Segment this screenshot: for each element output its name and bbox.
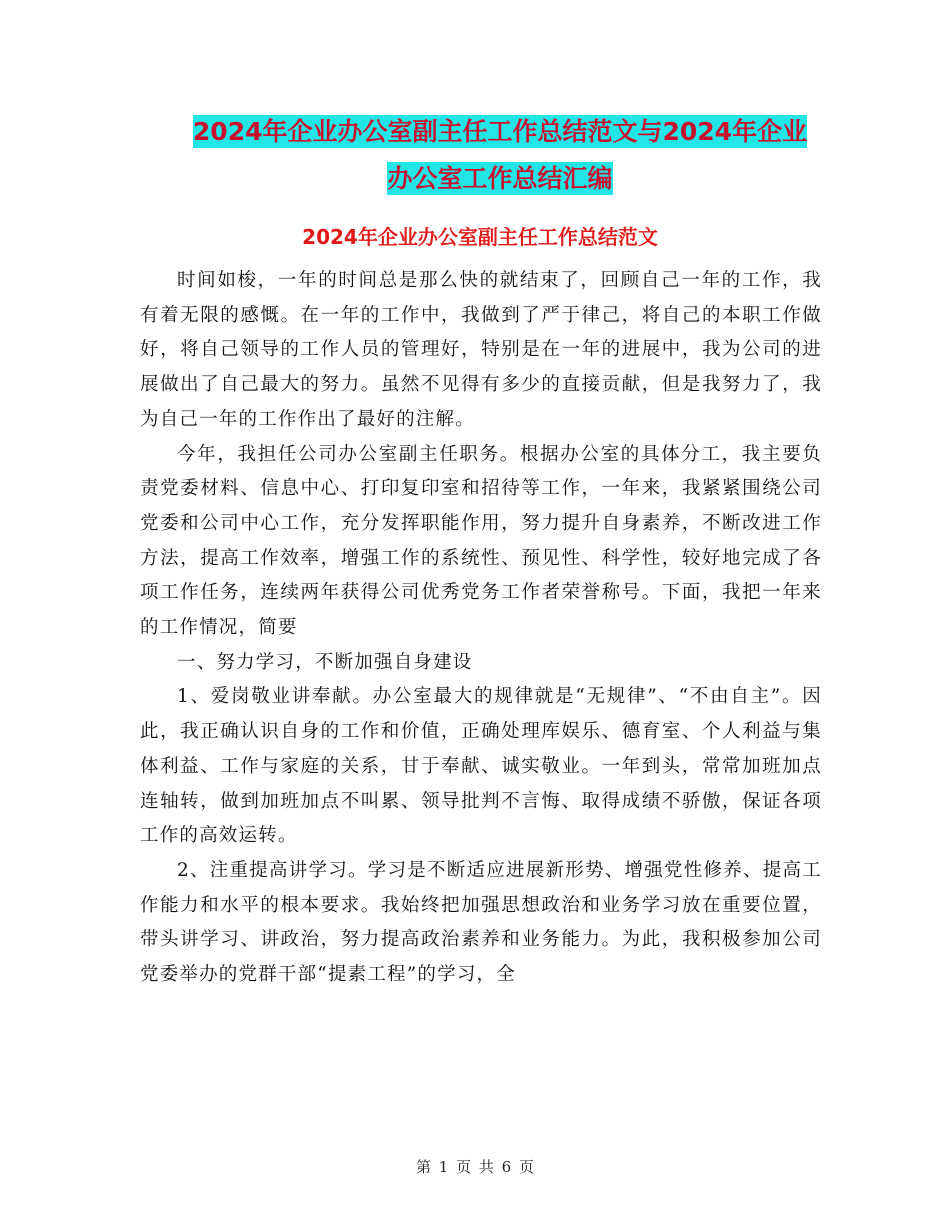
document-title xyxy=(120,108,880,202)
paragraph-2: 今年，我担任公司办公室副主任职务。根据办公室的具体分工，我主要负责党委材料、信息中心、打印复印室和招待等工作，一年来，我紧紧围绕公司党委和公司中心工作，充分发挥职能作用，努力提升自身素养，不断改进工作方法，提高工作效率，增强工作的系统性、预见性、科学性，较好地完成了各项工作任务，连续两年获得公司优秀党务工作者荣誉称号。下面，我把一年来的工作情况，简要 xyxy=(140,443,822,639)
page-footer: 第 1 页 共 6 页 xyxy=(416,1158,534,1176)
paragraph-5: 2、注重提高讲学习。学习是不断适应进展新形势、增强党性修养、提高工作能力和水平的根本要求。我始终把加强思想政治和业务学习放在重要位置，带头讲学习、讲政治，努力提高政治素养和业务能力。为此，我积极参加公司党委举办的党群干部“提素工程”的学习，全 xyxy=(140,859,822,986)
document-body xyxy=(140,264,822,993)
section-title: 2024年企业办公室副主任工作总结范文 xyxy=(302,225,658,249)
document-title-line-1: 2024年企业办公室副主任工作总结范文与2024年企业 xyxy=(192,117,808,146)
document-title-line-2: 办公室工作总结汇编 xyxy=(387,164,613,193)
paragraph-3-heading: 一、努力学习，不断加强自身建设 xyxy=(177,651,473,673)
paragraph-4: 1、爱岗敬业讲奉献。办公室最大的规律就是“无规律”、“不由自主”。因此，我正确认识自身的工作和价值，正确处理库娱乐、德育室、个人利益与集体利益、工作与家庭的关系，甘于奉献、诚实敬业。一年到头，常常加班加点连轴转，做到加班加点不叫累、领导批判不言悔、取得成绩不骄傲，保证各项工作的高效运转。 xyxy=(140,686,822,847)
paragraph-1: 时间如梭，一年的时间总是那么快的就结束了，回顾自己一年的工作，我有着无限的感慨。在一年的工作中，我做到了严于律己，将自己的本职工作做好，将自己领导的工作人员的管理好，特别是在一年的进展中，我为公司的进展做出了自己最大的努力。虽然不见得有多少的直接贡献，但是我努力了，我为自己一年的工作作出了最好的注解。 xyxy=(140,270,822,430)
